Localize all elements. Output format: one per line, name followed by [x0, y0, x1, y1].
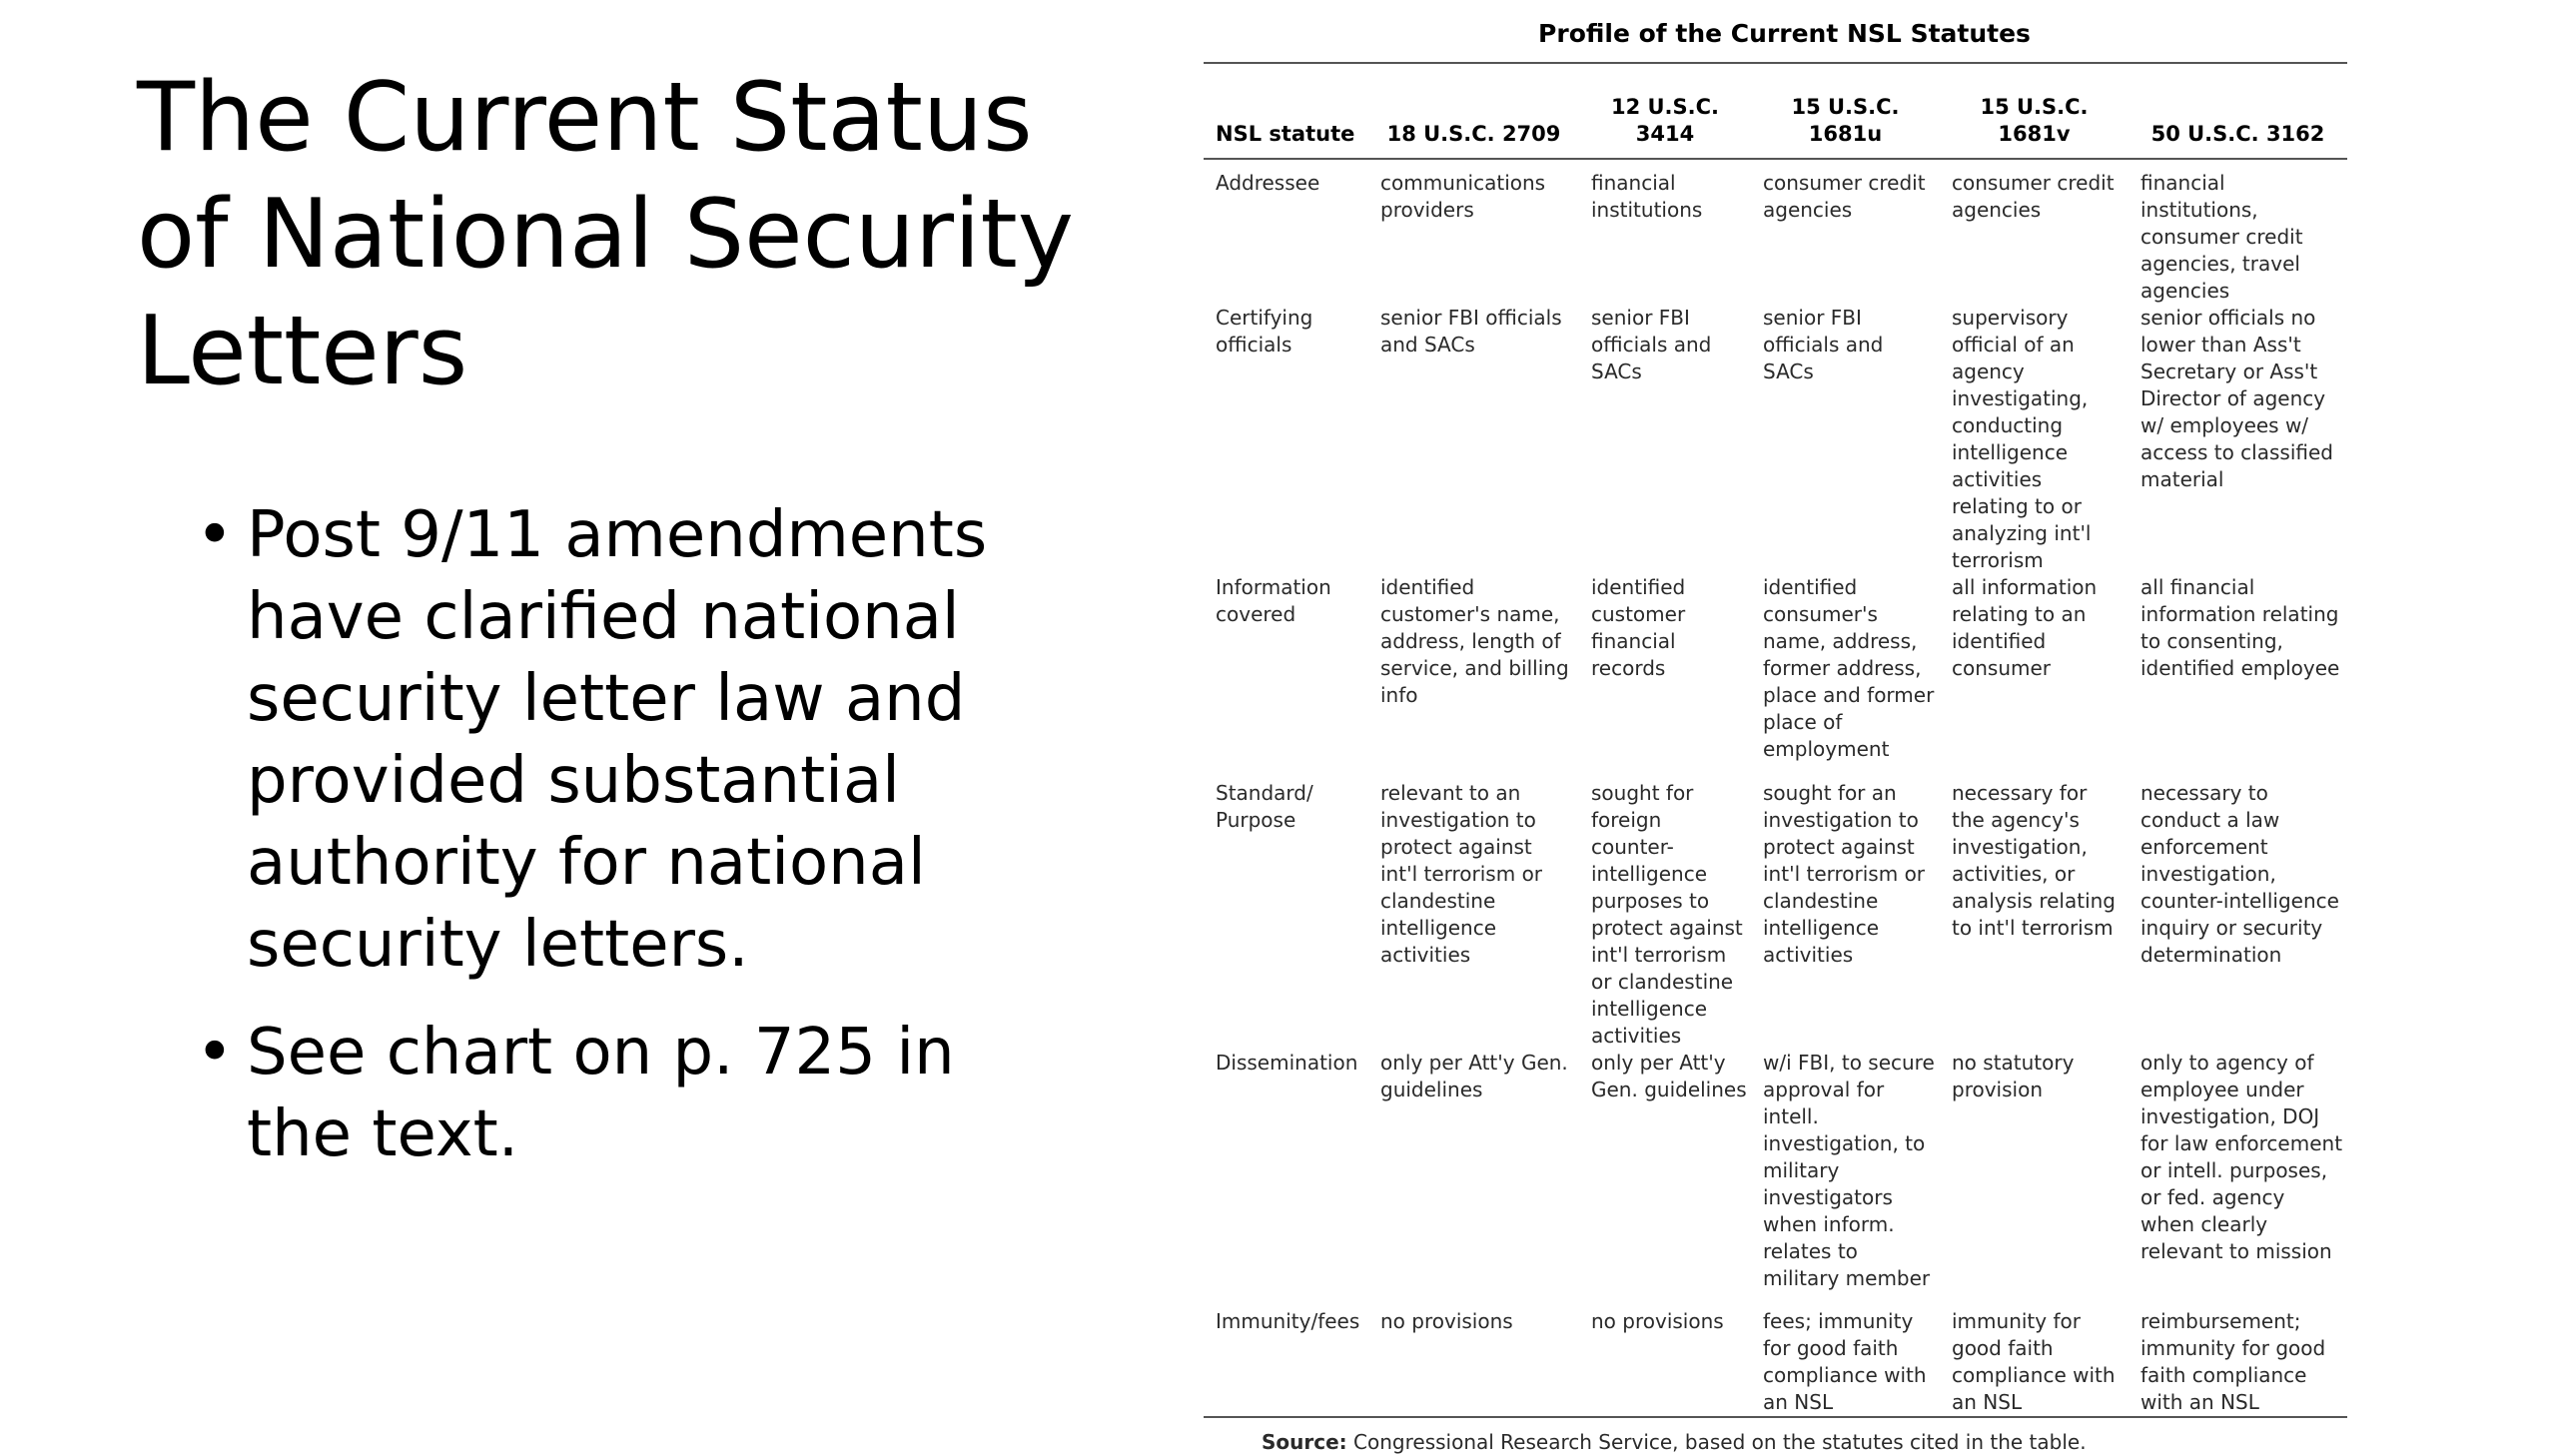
- table-cell: immunity for good faith compliance with an NSL: [1952, 1309, 2116, 1414]
- bullet-item: [196, 494, 1075, 986]
- table-row: [1204, 159, 2347, 305]
- table-cell: senior FBI officials and SACs: [1591, 306, 1712, 383]
- table-cell: senior FBI officials and SACs: [1380, 306, 1562, 357]
- table-row: [1204, 1050, 2347, 1308]
- table-cell: supervisory official of an agency investigating, conducting intelligence activities relating to or analyzing int'l terrorism: [1952, 306, 2092, 572]
- table-cell: identified customer financial records: [1591, 575, 1686, 680]
- bullet-list: [196, 494, 1075, 1201]
- table-cell: w/i FBI, to secure approval for intell. investigation, to military investigators when inform. relates to military member: [1763, 1051, 1935, 1290]
- table-row: [1204, 574, 2347, 780]
- table-source-note: [1204, 1418, 2347, 1456]
- row-label: Dissemination: [1216, 1051, 1358, 1075]
- nsl-table-figure: [1204, 16, 2347, 1456]
- table-caption: Profile of the Current NSL Statutes: [1538, 19, 2031, 48]
- table-cell: consumer credit agencies: [1763, 171, 1926, 222]
- column-header: 50 U.S.C. 3162: [2150, 122, 2325, 146]
- table-cell: communications providers: [1380, 171, 1546, 222]
- table-header-row: [1204, 63, 2347, 159]
- table-cell: financial institutions, consumer credit agencies, travel agencies: [2140, 171, 2303, 303]
- nsl-statutes-table: [1204, 62, 2347, 1418]
- row-label: Addressee: [1216, 171, 1320, 195]
- table-cell: no provisions: [1591, 1309, 1724, 1333]
- table-cell: relevant to an investigation to protect against int'l terrorism or clandestine intelligence activities: [1380, 781, 1543, 967]
- table-cell: all financial information relating to consenting, identified employee: [2140, 575, 2340, 680]
- row-label: Information covered: [1216, 575, 1331, 626]
- bullet-item: [196, 1012, 1075, 1175]
- table-cell: no provisions: [1380, 1309, 1513, 1333]
- table-cell: only to agency of employee under investigation, DOJ for law enforcement or intell. purposes, or fed. agency when clearly relevant to mission: [2140, 1051, 2343, 1263]
- bullet-text: See chart on p. 725 in the text.: [247, 1016, 955, 1171]
- column-header: 12 U.S.C. 3414: [1610, 95, 1720, 146]
- table-cell: senior FBI officials and SACs: [1763, 306, 1884, 383]
- column-header: 18 U.S.C. 2709: [1386, 122, 1561, 146]
- table-cell: sought for foreign counter-intelligence purposes to protect against int'l terrorism or clandestine intelligence activities: [1591, 781, 1743, 1048]
- table-cell: reimbursement; immunity for good faith compliance with an NSL: [2140, 1309, 2326, 1414]
- column-header: 15 U.S.C. 1681v: [1980, 95, 2089, 146]
- row-label: Standard/ Purpose: [1216, 781, 1313, 832]
- source-label: Source:: [1262, 1430, 1347, 1454]
- table-row: [1204, 1308, 2347, 1417]
- table-cell: identified customer's name, address, length of service, and billing info: [1380, 575, 1569, 707]
- table-cell: only per Att'y Gen. guidelines: [1380, 1051, 1568, 1101]
- table-row: [1204, 780, 2347, 1050]
- bullet-icon: •: [196, 498, 234, 572]
- table-cell: consumer credit agencies: [1952, 171, 2115, 222]
- table-cell: senior officials no lower than Ass't Secretary or Ass't Director of agency w/ employees w/ access to classified material: [2140, 306, 2333, 491]
- table-cell: identified consumer's name, address, former address, place and former place of employment: [1763, 575, 1935, 761]
- table-cell: all information relating to an identified consumer: [1952, 575, 2098, 680]
- table-cell: only per Att'y Gen. guidelines: [1591, 1051, 1747, 1101]
- table-cell: financial institutions: [1591, 171, 1703, 222]
- table-cell: sought for an investigation to protect against int'l terrorism or clandestine intelligence activities: [1763, 781, 1926, 967]
- column-header: 15 U.S.C. 1681u: [1791, 95, 1900, 146]
- source-text: Congressional Research Service, based on the statutes cited in the table.: [1353, 1430, 2087, 1454]
- table-cell: no statutory provision: [1952, 1051, 2075, 1101]
- slide-title: The Current Status of National Security Letters: [137, 63, 1074, 406]
- bullet-icon: •: [196, 1016, 234, 1090]
- table-cell: fees; immunity for good faith compliance with an NSL: [1763, 1309, 1927, 1414]
- table-cell: necessary for the agency's investigation, activities, or analysis relating to int'l terrorism: [1952, 781, 2117, 940]
- column-header: NSL statute: [1216, 122, 1355, 146]
- row-label: Certifying officials: [1216, 306, 1313, 357]
- row-label: Immunity/fees: [1216, 1309, 1360, 1333]
- bullet-text: Post 9/11 amendments have clarified national security letter law and provided substantial authority for national security letters.: [247, 498, 988, 982]
- table-cell: necessary to conduct a law enforcement investigation, counter-intelligence inquiry or security determination: [2140, 781, 2339, 967]
- table-row: [1204, 305, 2347, 574]
